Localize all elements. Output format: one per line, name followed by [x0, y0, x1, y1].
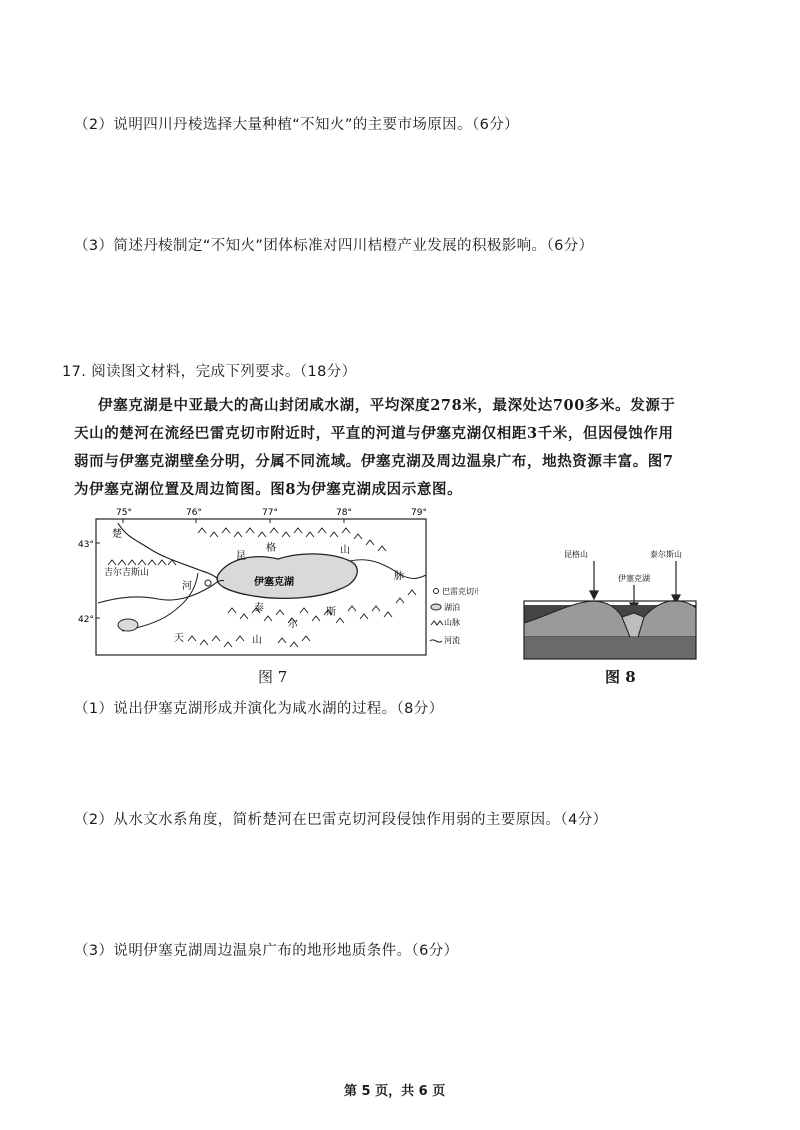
figure-8-diagram — [520, 545, 700, 663]
legend-river-icon — [430, 640, 442, 642]
figure-7-caption: 图 7 — [258, 668, 288, 686]
map-char: 楚 — [112, 529, 122, 540]
legend-city-icon — [434, 589, 439, 594]
q17-heading: 17. 阅读图文材料，完成下列要求。（18分） — [62, 364, 357, 380]
legend-lake-icon — [431, 604, 441, 610]
legend-item: 巴雷克切市 — [442, 587, 478, 596]
q16-sub3: （3）简述丹棱制定“不知火”团体标准对四川桔橙产业发展的积极影响。（6分） — [74, 238, 594, 254]
map-char: 昆 — [236, 551, 246, 562]
range-label: 吉尔吉斯山 — [104, 568, 150, 578]
page-footer: 第 5 页，共 6 页 — [344, 1084, 446, 1099]
map-char: 泰 — [254, 603, 264, 614]
figure-7-map — [78, 503, 478, 663]
map-char: 尔 — [288, 619, 298, 630]
map-char: 山 — [340, 545, 350, 556]
map-char: 格 — [266, 543, 276, 554]
section-label: 昆格山 — [564, 550, 588, 559]
figure-8-caption: 图 8 — [605, 668, 636, 686]
lon-label: 76° — [186, 508, 202, 518]
q16-sub2: （2）说明四川丹棱选择大量种植“不知火”的主要市场原因。（6分） — [74, 117, 520, 133]
small-lake — [118, 619, 138, 631]
lat-label: 43° — [78, 540, 94, 550]
map-char: 河 — [182, 581, 192, 592]
legend-item: 山脉 — [444, 618, 460, 627]
material-line: 弱而与伊塞克湖壁垒分明，分属不同流域。伊塞克湖及周边温泉广布，地热资源丰富。图7 — [74, 453, 674, 470]
map-legend — [430, 586, 478, 645]
lat-label: 42° — [78, 615, 94, 625]
map-svg — [78, 503, 478, 663]
map-char: 脉 — [394, 571, 404, 582]
map-char: 山 — [252, 635, 262, 646]
material-line: 伊塞克湖是中亚最大的高山封闭咸水湖，平均深度278米，最深处达700多米。发源于 — [98, 397, 676, 414]
map-char: 斯 — [326, 607, 336, 618]
legend-item: 湖泊 — [444, 603, 460, 612]
q17-sub1: （1）说出伊塞克湖形成并演化为咸水湖的过程。（8分） — [74, 701, 444, 717]
section-label: 伊塞克湖 — [618, 574, 650, 583]
section-label: 泰尔斯山 — [650, 550, 682, 559]
material-line: 为伊塞克湖位置及周边简图。图8为伊塞克湖成因示意图。 — [74, 481, 463, 498]
q17-sub3: （3）说明伊塞克湖周边温泉广布的地形地质条件。（6分） — [74, 943, 459, 959]
lon-label: 78° — [336, 508, 352, 518]
q17-material — [74, 392, 738, 504]
lon-label: 79° — [411, 508, 427, 518]
section-svg — [520, 545, 700, 663]
balykchy-city — [205, 580, 211, 586]
legend-item: 河流 — [444, 636, 460, 645]
lon-label: 77° — [262, 508, 278, 518]
lower-layer — [524, 637, 696, 659]
legend-mountain-icon — [431, 621, 443, 625]
q17-sub2: （2）从水文水系角度，简析楚河在巴雷克切河段侵蚀作用弱的主要原因。（4分） — [74, 812, 608, 828]
lon-label: 75° — [116, 508, 132, 518]
material-line: 天山的楚河在流经巴雷克切市附近时，平直的河道与伊塞克湖仅相距3千米，但因侵蚀作用 — [74, 425, 674, 442]
lake-label: 伊塞克湖 — [254, 577, 294, 588]
river — [350, 560, 426, 579]
map-char: 天 — [174, 633, 184, 644]
